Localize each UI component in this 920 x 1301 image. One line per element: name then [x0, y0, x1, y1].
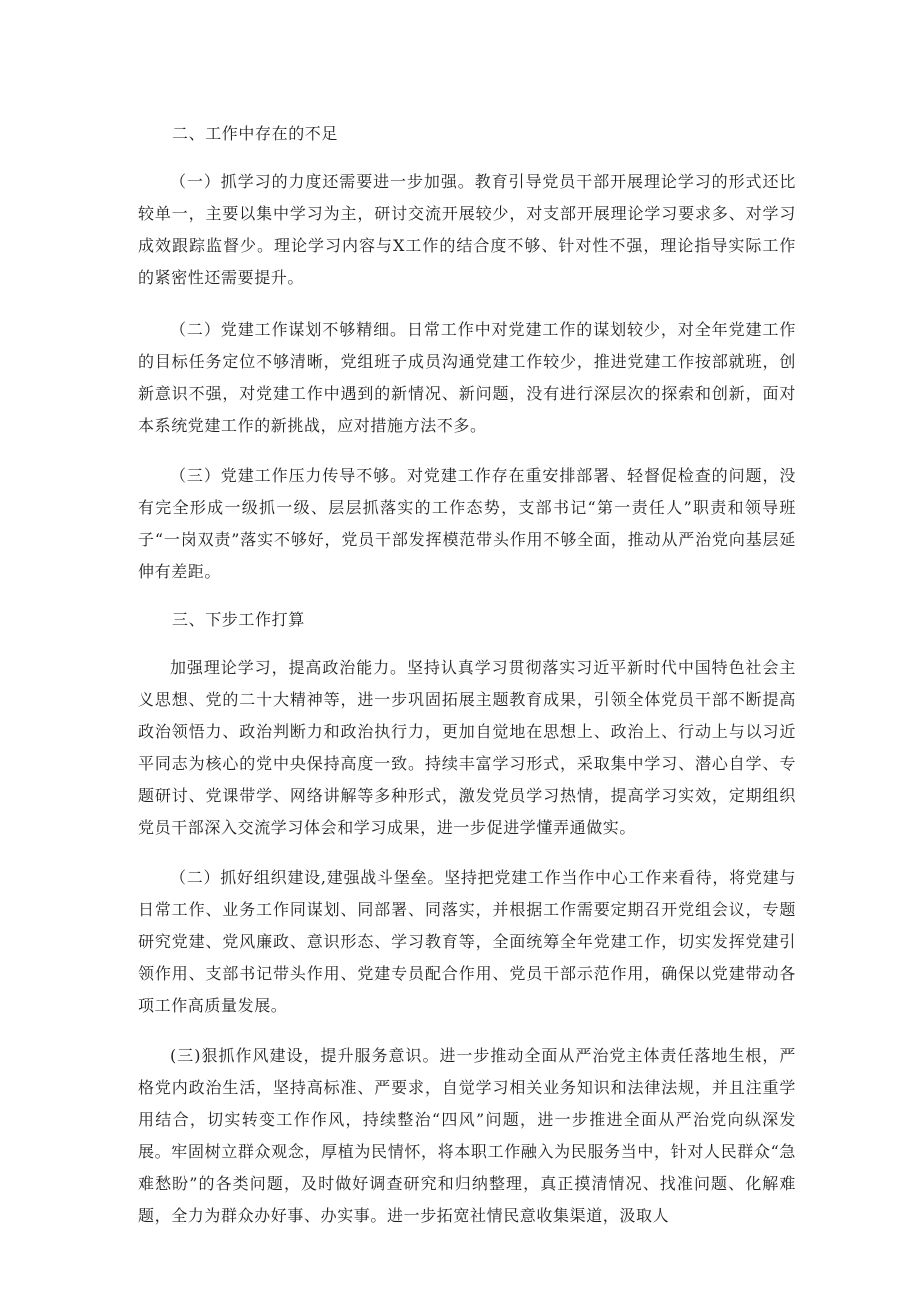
paragraph-party-planning: （二）党建工作谋划不够精细。日常工作中对党建工作的谋划较少，对全年党建工作的目标任务定位不够清晰，党组班子成员沟通党建工作较少，推进党建工作按部就班，创新意识不强，对党建工作中遇到的新情况、新问题，没有进行深层次的探索和创新，面对本系统党建工作的新挑战，应对措施方法不多。 [138, 320, 796, 435]
paragraph-pressure-transmission: （三）党建工作压力传导不够。对党建工作存在重安排部署、轻督促检查的问题，没有完全形成一级抓一级、层层抓落实的工作态势，支部书记“第一责任人”职责和领导班子“一岗双责”落实不够好，党员干部发挥模范带头作用不够全面，推动从严治党向基层延伸有差距。 [138, 466, 796, 581]
document-body [138, 118, 796, 1232]
paragraph-work-style: (三)狠抓作风建设，提升服务意识。进一步推动全面从严治党主体责任落地生根，严格党内政治生活，坚持高标准、严要求，自觉学习相关业务知识和法律法规，并且注重学用结合，切实转变工作作风，持续整治“四风”问题，进一步推进全面从严治党向纵深发展。牢固树立群众观念，厚植为民情怀，将本职工作融入为民服务当中，针对人民群众“急难愁盼”的各类问题，及时做好调查研究和归纳整理，真正摸清情况、找准问题、化解难题，全力为群众办好事、办实事。进一步拓宽社情民意收集渠道，汲取人 [138, 1046, 796, 1225]
paragraph-theory-study: 加强理论学习，提高政治能力。坚持认真学习贯彻落实习近平新时代中国特色社会主义思想、党的二十大精神等，进一步巩固拓展主题教育成果，引领全体党员干部不断提高政治领悟力、政治判断力和政治执行力，更加自觉地在思想上、政治上、行动上与以习近平同志为核心的党中央保持高度一致。持续丰富学习形式，采取集中学习、潜心自学、专题研讨、党课带学、网络讲解等多种形式，激发党员学习热情，提高学习实效，定期组织党员干部深入交流学习体会和学习成果，进一步促进学懂弄通做实。 [138, 658, 796, 837]
paragraph-study-intensity: （一）抓学习的力度还需要进一步加强。教育引导党员干部开展理论学习的形式还比较单一，主要以集中学习为主，研讨交流开展较少，对支部开展理论学习要求多、对学习成效跟踪监督少。理论学习内容与X工作的结合度不够、针对性不强，理论指导实际工作的紧密性还需要提升。 [138, 172, 796, 287]
section-heading-next-steps: 三、下步工作打算 [172, 610, 305, 629]
section-heading-shortcomings: 二、工作中存在的不足 [172, 124, 339, 143]
paragraph-organization-building: （二）抓好组织建设,建强战斗堡垒。坚持把党建工作当作中心工作来看待，将党建与日常工作、业务工作同谋划、同部署、同落实，并根据工作需要定期召开党组会议，专题研究党建、党风廉政、意识形态、学习教育等，全面统筹全年党建工作，切实发挥党建引领作用、支部书记带头作用、党建专员配合作用、党员干部示范作用，确保以党建带动各项工作高质量发展。 [138, 868, 796, 1015]
